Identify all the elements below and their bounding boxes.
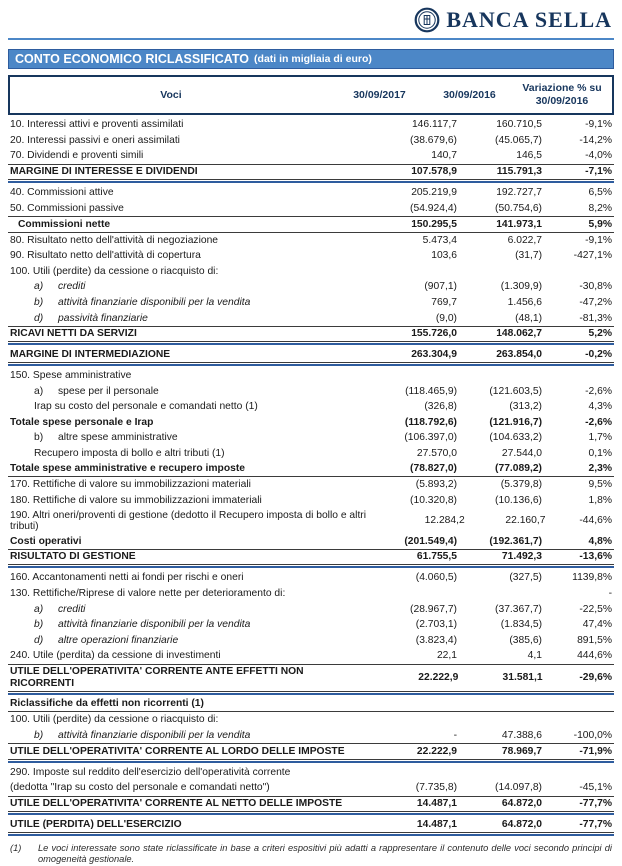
row-label: [8, 767, 365, 779]
value-2016: (14.097,8): [495, 782, 542, 794]
table-body: [8, 117, 614, 836]
row-label-text: 190. Altri oneri/proventi di gestione (dedotto il Recupero imposta di bollo e altri tributi): [10, 509, 367, 533]
value-2016: 27.544,0: [501, 447, 542, 459]
row-label-text: 160. Accantonamenti netti ai fondi per rischi e oneri: [10, 572, 244, 584]
table-row: [8, 728, 614, 744]
row-letter: d): [34, 634, 44, 646]
footnote-text: Le voci interessate sono state riclassificate in base a criteri espositivi più adatti a rappresentare il contenuto delle voci secondo principi di omogeneità gestionale.: [38, 842, 612, 865]
row-label-text: 70. Dividendi e proventi simili: [10, 150, 144, 162]
value-variation: -7,1%: [585, 166, 612, 178]
value-variation: 5,2%: [588, 328, 612, 340]
section-divider: [8, 834, 614, 836]
table-row: [8, 368, 614, 384]
value-variation: 1,7%: [588, 432, 612, 444]
value-variation: -2,6%: [585, 416, 612, 428]
table-row: [8, 462, 614, 478]
value-2017: (326,8): [424, 401, 457, 413]
value-2017: (2.703,1): [415, 619, 457, 631]
value-variation: 0,1%: [588, 447, 612, 459]
value-2016: (48,1): [515, 312, 542, 324]
row-label: [8, 135, 365, 147]
table-row: [8, 133, 614, 149]
row-label: [8, 297, 365, 309]
table-row: [8, 347, 614, 363]
value-2016: 115.791,3: [496, 166, 542, 178]
value-2017: 103,6: [431, 250, 457, 262]
brand-header: [8, 5, 614, 35]
value-2017: (118.792,6): [404, 416, 457, 428]
row-label-text: attività finanziarie disponibili per la vendita: [58, 729, 251, 741]
section-divider: [8, 761, 614, 763]
row-label-text: Recupero imposta di bollo e altri tributi (1): [34, 447, 225, 459]
table-row: [8, 164, 614, 180]
value-2016: 4,1: [527, 650, 542, 662]
row-label-text: MARGINE DI INTERESSE E DIVIDENDI: [10, 166, 198, 178]
table-row: [8, 279, 614, 295]
table-row: [8, 477, 614, 493]
table-row: [8, 570, 614, 586]
row-label: [8, 166, 365, 178]
value-2017: 107.578,9: [411, 166, 457, 178]
row-label: [8, 666, 367, 689]
value-2016: (50.754,6): [495, 202, 542, 214]
row-label: [8, 266, 365, 278]
row-label-text: 150. Spese amministrative: [10, 370, 132, 382]
value-2016: 78.969,7: [501, 745, 542, 757]
table-row: [8, 712, 614, 728]
table-row: [8, 780, 614, 796]
row-label-text: 90. Risultato netto dell'attività di copertura: [10, 250, 201, 262]
column-header-voci: Voci: [160, 89, 182, 101]
column-header-2016: 30/09/2016: [443, 89, 496, 101]
table-row: [8, 295, 614, 311]
value-variation: -22,5%: [579, 603, 612, 615]
document-title: CONTO ECONOMICO RICLASSIFICATO: [15, 51, 250, 66]
row-label-text: crediti: [58, 603, 86, 615]
row-letter: b): [34, 296, 44, 308]
table-row: [8, 508, 614, 534]
table-row: [8, 550, 614, 566]
section-divider: [8, 364, 614, 366]
value-variation: -30,8%: [579, 281, 612, 293]
section-divider: [8, 566, 614, 568]
row-label-text: 240. Utile (perdita) da cessione di investimenti: [10, 650, 221, 662]
section-divider: [8, 813, 614, 815]
row-label-text: 130. Rettifiche/Riprese di valore nette per deterioramento di:: [10, 587, 286, 599]
row-label: [8, 798, 365, 810]
value-2016: (5.379,8): [500, 479, 542, 491]
value-2016: 141.973,1: [496, 218, 542, 230]
column-header-2017: 30/09/2017: [353, 89, 406, 101]
table-row: [8, 586, 614, 602]
row-label-text: 290. Imposte sul reddito dell'esercizio dell'operatività corrente: [10, 766, 291, 778]
value-2017: 146.117,7: [411, 119, 457, 131]
document-title-bar: [8, 49, 614, 69]
row-label: [8, 448, 365, 460]
row-label: [8, 150, 365, 162]
table-row: [8, 617, 614, 633]
table-row: [8, 765, 614, 781]
banca-sella-logo-icon: [414, 7, 440, 33]
row-label-text: 50. Commissioni passive: [10, 202, 124, 214]
row-label-text: 10. Interessi attivi e proventi assimilati: [10, 119, 184, 131]
value-2016: 64.872,0: [501, 798, 542, 810]
table-header: [8, 75, 614, 115]
table-row: [8, 326, 614, 342]
value-variation: 1139,8%: [572, 572, 612, 584]
table-row: [8, 201, 614, 217]
table-row: [8, 493, 614, 509]
row-label-text: altre operazioni finanziarie: [58, 634, 179, 646]
row-label-text: UTILE DELL'OPERATIVITA' CORRENTE AL NETTO DELLE IMPOSTE: [10, 798, 343, 810]
table-row: [8, 233, 614, 249]
value-2017: 5.473,4: [422, 234, 457, 246]
table-row: [8, 697, 614, 713]
table-row: [8, 446, 614, 462]
value-2017: 769,7: [431, 296, 457, 308]
section-divider: [8, 693, 614, 695]
row-label: [8, 495, 365, 507]
row-label: [8, 714, 365, 726]
table-row: [8, 384, 614, 400]
value-2017: -: [453, 729, 457, 741]
row-label-text: Costi operativi: [10, 535, 82, 547]
row-label: [8, 281, 365, 293]
table-row: [8, 264, 614, 280]
value-variation: -14,2%: [579, 134, 612, 146]
value-variation: 2,3%: [588, 463, 612, 475]
value-2016: 1.456,6: [507, 296, 542, 308]
row-label: [8, 572, 365, 584]
table-row: [8, 430, 614, 446]
value-2016: (45.065,7): [495, 134, 542, 146]
column-header-variation: [512, 77, 612, 113]
value-2017: 140,7: [431, 150, 457, 162]
value-2017: (118.465,9): [405, 385, 457, 397]
row-label: [8, 401, 365, 413]
row-label: [8, 551, 365, 563]
table-row: [8, 664, 614, 692]
value-2016: (1.834,5): [500, 619, 542, 631]
row-label-text: 80. Risultato netto dell'attività di negoziazione: [10, 234, 219, 246]
value-variation: -: [608, 587, 612, 599]
value-2017: (201.549,4): [404, 535, 457, 547]
table-row: [8, 633, 614, 649]
column-header-variation-line1: Variazione % su: [522, 82, 602, 94]
value-2016: 146,5: [516, 150, 542, 162]
row-label-text: Totale spese amministrative e recupero imposte: [10, 463, 246, 475]
value-2016: (327,5): [509, 572, 542, 584]
value-variation: 6,5%: [588, 187, 612, 199]
row-label-text: MARGINE DI INTERMEDIAZIONE: [10, 348, 171, 360]
value-2017: 263.304,9: [411, 348, 457, 360]
row-label: [8, 782, 365, 794]
row-label: [8, 417, 365, 429]
table-row: [8, 415, 614, 431]
table-row: [8, 817, 614, 833]
row-label: [8, 313, 365, 325]
table-row: [8, 216, 614, 232]
value-2016: 160.710,5: [496, 119, 542, 131]
value-variation: -81,3%: [579, 312, 612, 324]
row-label: [8, 635, 365, 647]
row-label-text: RISULTATO DI GESTIONE: [10, 551, 136, 563]
value-2016: 263.854,0: [496, 348, 542, 360]
value-variation: 9,5%: [588, 479, 612, 491]
value-2017: (7.735,8): [415, 782, 457, 794]
row-letter: a): [34, 385, 44, 397]
value-2016: 192.727,7: [496, 187, 542, 199]
row-label: [8, 250, 365, 262]
value-variation: -44,6%: [579, 515, 613, 527]
value-2017: 61.755,5: [416, 551, 457, 563]
row-label-text: attività finanziarie disponibili per la vendita: [58, 619, 251, 631]
value-variation: 8,2%: [588, 202, 612, 214]
row-label-text: 100. Utili (perdite) da cessione o riacquisto di:: [10, 714, 219, 726]
footnote: [8, 843, 614, 866]
row-letter: d): [34, 312, 44, 324]
value-2016: 64.872,0: [501, 818, 542, 830]
value-variation: 444,6%: [577, 650, 612, 662]
row-label-text: UTILE (PERDITA) DELL'ESERCIZIO: [10, 818, 182, 830]
document-title-units: (dati in migliaia di euro): [254, 52, 372, 65]
row-label: [8, 650, 365, 662]
table-row: [8, 601, 614, 617]
row-letter: b): [34, 619, 44, 631]
value-2016: (313,2): [509, 401, 542, 413]
row-label-text: UTILE DELL'OPERATIVITA' CORRENTE AL LORDO DELLE IMPOSTE: [10, 745, 345, 757]
value-2016: (31,7): [515, 250, 542, 262]
row-label-text: 170. Rettifiche di valore su immobilizzazioni materiali: [10, 479, 251, 491]
value-2016: 71.492,3: [501, 551, 542, 563]
value-2016: (1.309,9): [500, 281, 542, 293]
value-variation: 1,8%: [588, 494, 612, 506]
row-label: [8, 819, 365, 831]
row-label-text: 40. Commissioni attive: [10, 187, 114, 199]
row-label-text: 180. Rettifiche di valore su immobilizzazioni immateriali: [10, 494, 262, 506]
row-label-text: 100. Utili (perdite) da cessione o riacquisto di:: [10, 265, 219, 277]
value-variation: -47,2%: [579, 296, 612, 308]
value-2017: (9,0): [435, 312, 457, 324]
value-2016: (121.916,7): [489, 416, 542, 428]
row-label-text: RICAVI NETTI DA SERVIZI: [10, 328, 137, 340]
row-label-text: crediti: [58, 281, 86, 293]
section-divider: [8, 181, 614, 183]
value-2017: (38.679,6): [410, 134, 457, 146]
value-2017: (54.924,4): [410, 202, 457, 214]
table-row: [8, 148, 614, 164]
value-2016: (37.367,7): [495, 603, 542, 615]
table-row: [8, 534, 614, 550]
row-letter: a): [34, 603, 44, 615]
value-2017: 22,1: [436, 650, 457, 662]
value-2016: (104.633,2): [489, 432, 542, 444]
value-2016: (10.136,6): [495, 494, 542, 506]
value-variation: 47,4%: [582, 619, 612, 631]
row-label: [8, 698, 365, 710]
footnote-marker: (1): [10, 842, 22, 853]
value-variation: -427,1%: [573, 250, 612, 262]
row-letter: b): [34, 729, 44, 741]
value-2016: 22.160,7: [505, 515, 546, 527]
value-2017: (5.893,2): [415, 479, 457, 491]
value-2017: (28.967,7): [410, 603, 457, 615]
value-2016: (385,6): [509, 634, 542, 646]
value-2016: 47.388,6: [501, 729, 542, 741]
row-label: [8, 730, 365, 742]
row-label-text: Totale spese personale e Irap: [10, 416, 154, 428]
row-label: [8, 187, 365, 199]
value-variation: -71,9%: [579, 745, 612, 757]
value-2017: (907,1): [424, 281, 457, 293]
value-2017: (3.823,4): [415, 634, 457, 646]
row-label-text: spese per il personale: [58, 385, 159, 397]
row-label: [8, 746, 365, 758]
value-2017: 155.726,0: [411, 328, 457, 340]
value-2017: 205.219,9: [411, 187, 457, 199]
value-2017: 14.487,1: [416, 818, 457, 830]
row-label-text: attività finanziarie disponibili per la vendita: [58, 296, 251, 308]
value-variation: -77,7%: [579, 818, 612, 830]
value-2017: (10.320,8): [410, 494, 457, 506]
row-label: [8, 370, 365, 382]
value-2017: 22.222,9: [418, 671, 459, 683]
row-label: [8, 235, 365, 247]
value-2016: 31.581,1: [502, 671, 543, 683]
value-2017: 12.284,2: [424, 515, 465, 527]
value-variation: 5,9%: [588, 218, 612, 230]
row-label: [8, 588, 365, 600]
row-label: [8, 119, 365, 131]
value-2017: (78.827,0): [410, 463, 457, 475]
value-variation: -13,6%: [579, 551, 612, 563]
row-label-text: 20. Interessi passivi e oneri assimilati: [10, 134, 180, 146]
table-row: [8, 743, 614, 759]
value-2017: (106.397,0): [404, 432, 457, 444]
table-row: [8, 311, 614, 327]
row-label-text: Irap su costo del personale e comandati netto (1): [34, 401, 258, 413]
row-label: [8, 328, 365, 340]
value-variation: -77,7%: [579, 798, 612, 810]
value-2017: (4.060,5): [415, 572, 457, 584]
row-label-text: Commissioni nette: [18, 218, 111, 230]
row-label: [8, 536, 365, 548]
row-label: [8, 510, 377, 533]
value-2017: 150.295,5: [411, 218, 457, 230]
section-divider: [8, 343, 614, 345]
row-label: [8, 349, 365, 361]
value-variation: -2,6%: [585, 385, 612, 397]
value-2016: (121.603,5): [489, 385, 542, 397]
value-2016: 6.022,7: [507, 234, 542, 246]
row-label: [8, 619, 365, 631]
row-label: [8, 463, 365, 475]
row-label-text: altre spese amministrative: [58, 432, 178, 444]
table-row: [8, 399, 614, 415]
value-2017: 14.487,1: [416, 798, 457, 810]
row-label-text: passività finanziarie: [58, 312, 148, 324]
value-variation: -100,0%: [573, 729, 612, 741]
row-label-text: UTILE DELL'OPERATIVITA' CORRENTE ANTE EFFETTI NON RICORRENTI: [10, 666, 304, 689]
row-label: [8, 604, 365, 616]
table-row: [8, 648, 614, 664]
table-row: [8, 117, 614, 133]
value-2016: (77.089,2): [495, 463, 542, 475]
table-row: [8, 248, 614, 264]
row-label: [8, 432, 365, 444]
row-letter: a): [34, 281, 44, 293]
row-letter: b): [34, 432, 44, 444]
row-label: [8, 386, 365, 398]
brand-name: BANCA SELLA: [446, 7, 612, 32]
table-row: [8, 796, 614, 812]
table-row: [8, 185, 614, 201]
value-variation: -29,6%: [579, 671, 613, 683]
row-label: [8, 479, 365, 491]
value-variation: -9,1%: [585, 119, 612, 131]
value-variation: -0,2%: [585, 348, 612, 360]
value-variation: 891,5%: [577, 634, 612, 646]
value-variation: -9,1%: [585, 234, 612, 246]
value-variation: -4,0%: [585, 150, 612, 162]
value-2016: (192.361,7): [489, 535, 542, 547]
row-label: [8, 219, 365, 231]
row-label-text: (dedotta "Irap su costo del personale e comandati netto"): [10, 782, 270, 794]
value-variation: 4,3%: [588, 401, 612, 413]
row-label: [8, 203, 365, 215]
row-label-text: Riclassifiche da effetti non ricorrenti (1): [10, 698, 204, 710]
value-2016: 148.062,7: [496, 328, 542, 340]
column-header-variation-line2: 30/09/2016: [535, 95, 589, 107]
header-divider: [8, 38, 614, 40]
value-variation: -45,1%: [579, 782, 612, 794]
value-2017: 22.222,9: [416, 745, 457, 757]
value-variation: 4,8%: [588, 535, 612, 547]
value-2017: 27.570,0: [416, 447, 457, 459]
